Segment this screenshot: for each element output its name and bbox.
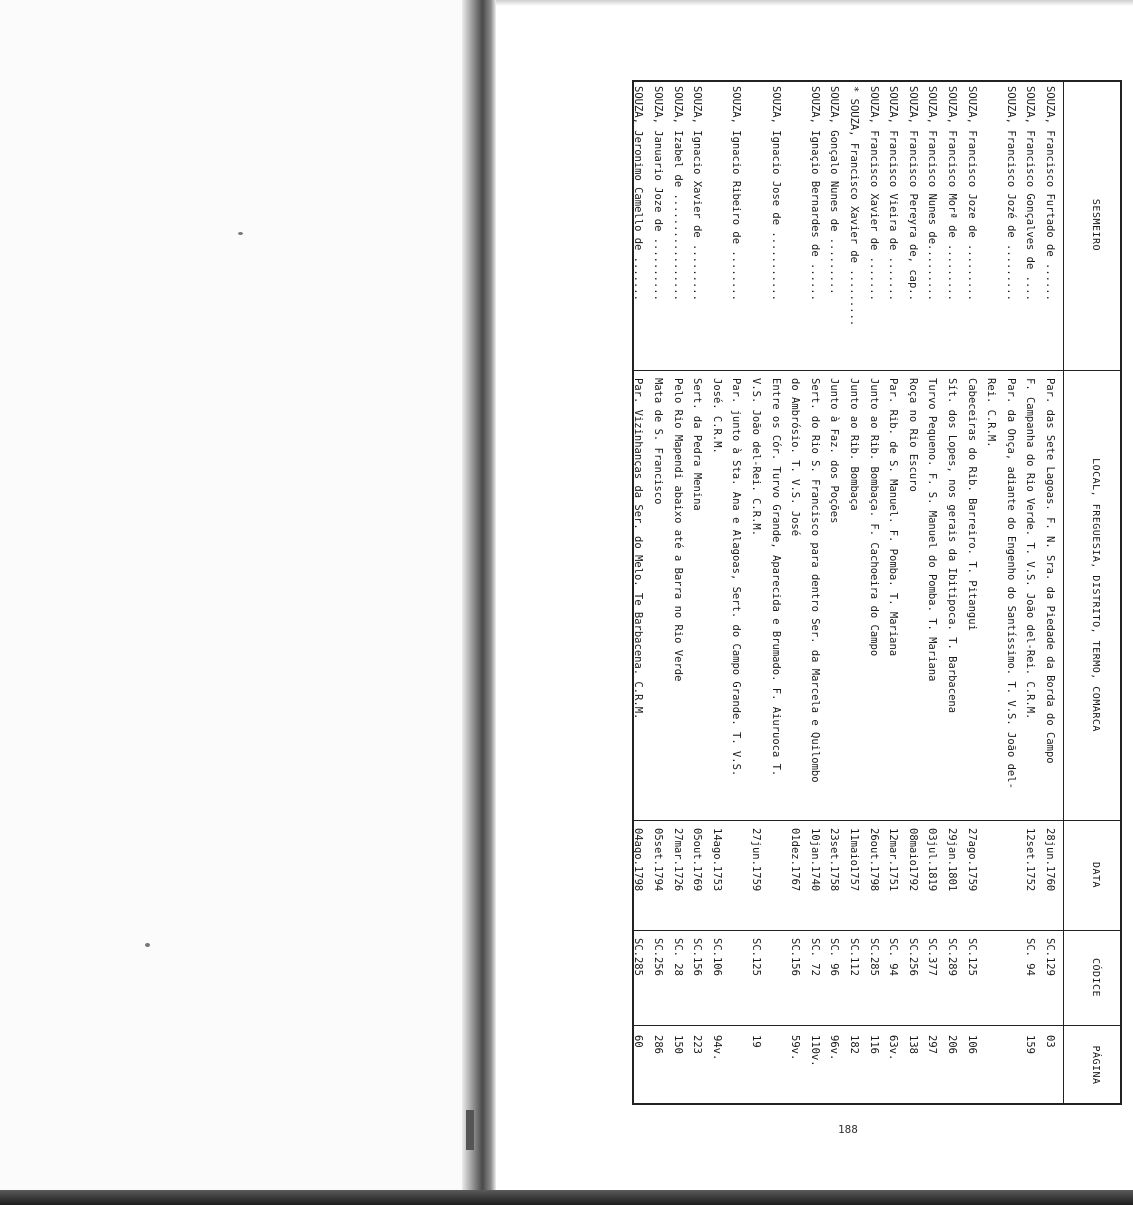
- cell-codice: SC.125: [750, 938, 762, 976]
- cell-data: 28jun.1760: [1044, 828, 1056, 892]
- header-codice: CÓDICE: [1090, 957, 1102, 998]
- header-divider: [1063, 80, 1064, 1105]
- cell-sesmeiro: SOUZA, Francisco Jozé de .........: [1004, 86, 1017, 301]
- cell-codice: SC. 94: [887, 938, 900, 976]
- cell-codice: SC.285: [867, 938, 880, 976]
- cell-data: 27mar.1726: [671, 828, 684, 892]
- paper-speck: [145, 943, 150, 947]
- cell-codice: SC.125: [965, 938, 978, 976]
- cell-pagina: 138: [906, 1035, 919, 1054]
- cell-codice: SC.112: [848, 938, 860, 976]
- cell-local: Par. Rib. de S. Manuel. F. Pomba. T. Mariana: [887, 378, 900, 657]
- cell-sesmeiro: SOUZA, Francisco Gonçalves de ....: [1024, 86, 1037, 301]
- page-top-edge: [496, 0, 1133, 6]
- cell-sesmeiro: SOUZA, Ignaçio Bernardes de ......: [808, 86, 821, 301]
- cell-sesmeiro: SOUZA, Francisco Xavier de .......: [867, 86, 880, 301]
- cell-pagina: 03: [1044, 1035, 1056, 1048]
- cell-local: Mata de S. Francisco: [652, 378, 664, 505]
- cell-codice: SC. 72: [808, 938, 821, 976]
- cell-sesmeiro: SOUZA, Francisco Joze de .........: [965, 86, 978, 301]
- cell-pagina: 96v.: [828, 1035, 841, 1061]
- cell-pagina: 150: [671, 1035, 684, 1054]
- cell-data: 12mar.1751: [887, 828, 900, 892]
- cell-sesmeiro: SOUZA, Francisco Vieira de .......: [887, 86, 900, 301]
- cell-data: 01dez.1767: [789, 828, 802, 892]
- cell-sesmeiro: SOUZA, Januario Joze de ..........: [652, 86, 664, 301]
- cell-pagina: 63v.: [887, 1035, 900, 1061]
- cell-data: 10jan.1740: [808, 828, 821, 892]
- cell-pagina: 110v.: [808, 1035, 821, 1067]
- cell-data: 03jul.1819: [926, 828, 939, 892]
- left-page: [0, 0, 470, 1190]
- cell-local: V.S. João del-Rei. C.R.M.: [750, 378, 762, 537]
- cell-data: 05set.1794: [652, 828, 664, 892]
- cell-data: 11maio1757: [848, 828, 860, 892]
- cell-local: Par. junto à Sta. Ana e Alagoas, Sert. do Campo Grande. T. V.S.: [730, 378, 743, 777]
- cell-data: 23set.1758: [828, 828, 841, 892]
- ledger-table: [632, 80, 1122, 1105]
- cell-codice: SC.377: [926, 938, 939, 976]
- cell-codice: SC.106: [710, 938, 723, 976]
- cell-local: Entre os Cór. Turvo Grande, Aparecida e Brumado. F. Aiuruoca T.: [769, 378, 782, 777]
- cell-pagina: 106: [965, 1035, 978, 1054]
- cell-sesmeiro: SOUZA, Francisco Nunes de.........: [926, 86, 939, 301]
- page-number: 188: [838, 1123, 858, 1136]
- col-divider-local: [632, 370, 1122, 371]
- cell-codice: SC.156: [691, 938, 704, 976]
- cell-data: 26out.1798: [867, 828, 880, 892]
- cell-sesmeiro: SOUZA, Gonçalo Nunes de .........: [828, 86, 841, 295]
- cell-local: Junto à Faz. dos Poções: [828, 378, 841, 524]
- cell-local: José. C.R.M.: [710, 378, 723, 454]
- cell-local: Junto ao Rib. Bombaça. F. Cachoeira do Campo: [867, 378, 880, 657]
- cell-data: 08maio1792: [906, 828, 919, 892]
- cell-local: Sert. do Rio S. Francisco para dentro Ser. da Marcela e Quilombo: [808, 378, 821, 783]
- col-divider-codice: [632, 930, 1122, 931]
- col-divider-pagina: [632, 1025, 1122, 1026]
- cell-pagina: 206: [946, 1035, 958, 1054]
- cell-codice: SC. 94: [1024, 938, 1037, 976]
- cell-data: 27ago.1759: [965, 828, 978, 892]
- header-data: DATA: [1090, 861, 1102, 889]
- cell-sesmeiro: SOUZA, Izabel de .................: [671, 86, 684, 301]
- cell-local: Par. das Sete Lagoas. F. N. Sra. da Piedade da Borda do Campo: [1044, 378, 1056, 764]
- cell-codice: SC.129: [1044, 938, 1056, 976]
- col-divider-data: [632, 820, 1122, 821]
- cell-local: Par. da Onça, adiante do Engenho do Santíssimo. T. V.S. João del-: [1004, 378, 1017, 789]
- cell-sesmeiro: SOUZA, Ignacio Jose de ...........: [769, 86, 782, 301]
- cell-pagina: 60: [632, 1035, 645, 1048]
- cell-local: Rei. C.R.M.: [985, 378, 998, 448]
- cell-pagina: 19: [750, 1035, 762, 1048]
- cell-codice: SC. 96: [828, 938, 841, 976]
- cell-data: 04ago.1798: [632, 828, 645, 892]
- cell-sesmeiro: SOUZA, Ignacio Ribeiro de ........: [730, 86, 743, 301]
- cell-pagina: 116: [867, 1035, 880, 1054]
- cell-data: 05out.1769: [691, 828, 704, 892]
- cell-pagina: 223: [691, 1035, 704, 1054]
- paper-speck: [238, 232, 243, 235]
- cell-pagina: 182: [848, 1035, 860, 1054]
- cell-data: 29jan.1801: [946, 828, 958, 892]
- cell-local: Turvo Pequeno. F. S. Manuel do Pomba. T. Mariana: [926, 378, 939, 682]
- header-local: LOCAL, FREGUESIA, DISTRITO, TERMO, COMARCA: [1090, 458, 1102, 732]
- book-spine: [462, 0, 496, 1200]
- rotated-ledger-table: [632, 80, 1122, 1105]
- cell-codice: SC. 28: [671, 938, 684, 976]
- book-bottom-edge: [0, 1190, 1133, 1205]
- cell-codice: SC.285: [632, 938, 645, 976]
- cell-pagina: 94v.: [710, 1035, 723, 1061]
- cell-sesmeiro: * SOUZA, Francisco Xavier de .........: [848, 86, 860, 327]
- cell-sesmeiro: SOUZA, Francisco Pereyra de, cap..: [906, 86, 919, 301]
- cell-local: Sert. da Pedra Menina: [691, 378, 704, 511]
- cell-data: 12set.1752: [1024, 828, 1037, 892]
- cell-local: F. Campanha do Rio Verde. T. V.S. João del-Rei. C.R.M.: [1024, 378, 1037, 720]
- cell-codice: SC.289: [946, 938, 958, 976]
- cell-local: Par. Vizinhanças da Ser. do Melo. Te Barbacena. C.R.M.: [632, 378, 645, 720]
- cell-pagina: 59v.: [789, 1035, 802, 1061]
- cell-local: Junto ao Rib. Bombaça: [848, 378, 860, 511]
- header-sesmeiro: SESMEIRO: [1090, 198, 1102, 252]
- cell-local: Pelo Rio Mapendi abaixo até a Barra no Rio Verde: [671, 378, 684, 682]
- header-pagina: PÁGINA: [1090, 1045, 1102, 1085]
- cell-local: Sít. dos Lopes, nos gerais da Ibitipoca. T. Barbacena: [946, 378, 958, 714]
- cell-pagina: 297: [926, 1035, 939, 1054]
- cell-sesmeiro: SOUZA, Ignacio Xavier de .........: [691, 86, 704, 301]
- cell-data: 14ago.1753: [710, 828, 723, 892]
- cell-codice: SC.256: [652, 938, 664, 976]
- cell-local: do Ambrósio. T. V.S. José: [789, 378, 802, 537]
- cell-local: Roça no Rio Escuro: [906, 378, 919, 492]
- cell-sesmeiro: SOUZA, Francisco Morª de .........: [946, 86, 958, 301]
- cell-sesmeiro: SOUZA, Francisco Furtado de ......: [1044, 86, 1056, 301]
- cell-codice: SC.256: [906, 938, 919, 976]
- cell-data: 27jun.1759: [750, 828, 762, 892]
- cell-pagina: 159: [1024, 1035, 1037, 1054]
- spine-mark: [466, 1110, 474, 1150]
- cell-local: Cabeceiras do Rib. Barreiro. T. Pitangui: [965, 378, 978, 631]
- cell-sesmeiro: SOUZA, Jeronimo Camello de .......: [632, 86, 645, 301]
- cell-codice: SC.156: [789, 938, 802, 976]
- cell-pagina: 286: [652, 1035, 664, 1054]
